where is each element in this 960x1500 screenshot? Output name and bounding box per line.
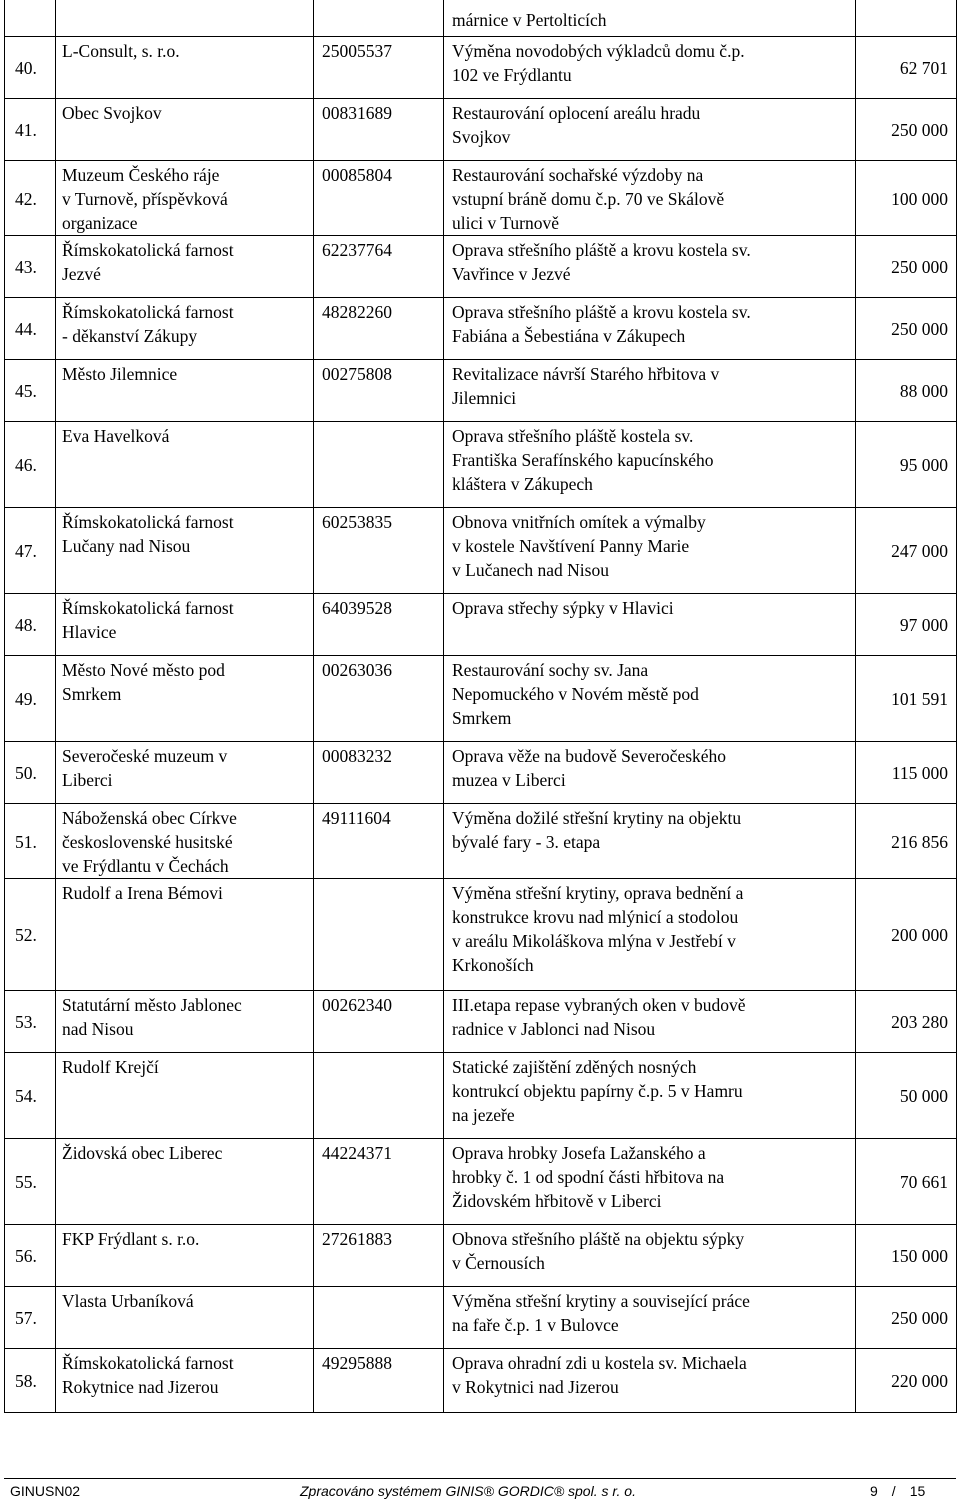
row-number-cell [5,990,56,1052]
row-number: 52. [15,925,37,945]
project-description: Oprava střechy sýpky v Hlavici [452,597,674,618]
applicant-name-cell [56,1348,314,1412]
applicant-name-cell [56,297,314,359]
row-number-cell [5,235,56,297]
applicant-name: Obec Svojkov [62,102,162,123]
ico-number: 00263036 [322,659,392,680]
project-description: Oprava střešního pláště kostela sv. Františka Serafínského kapucínského kláštera v Zákupech [452,425,714,494]
project-description: Výměna střešní krytiny a související práce na faře č.p. 1 v Bulovce [452,1290,750,1335]
ico-number-cell [314,1348,444,1412]
grant-amount-cell [856,1224,957,1286]
grant-amount: 62 701 [899,58,948,78]
grant-amount-cell [856,1052,957,1138]
project-description: Výměna novodobých výkladců domu č.p. 102 ve Frýdlantu [452,40,745,85]
table-row [5,1348,957,1412]
project-description: Oprava střešního pláště a krovu kostela sv. Vavřince v Jezvé [452,239,751,284]
grant-amount-cell [856,160,957,235]
row-number-cell [5,0,56,36]
ico-number: 00262340 [322,994,392,1015]
grant-amount: 95 000 [899,455,948,475]
project-description-cell [444,36,856,98]
ico-number-cell [314,741,444,803]
ico-number: 64039528 [322,597,392,618]
table-row [5,1138,957,1224]
grant-amount-cell [856,741,957,803]
ico-number: 49295888 [322,1352,392,1373]
row-number: 51. [15,831,37,852]
project-description: Statické zajištění zděných nosných kontrukcí objektu papírny č.p. 5 v Hamru na jezeře [452,1056,743,1125]
table-row [5,98,957,160]
table-row [5,359,957,421]
project-description: Obnova vnitřních omítek a výmalby v kostele Navštívení Panny Marie v Lučanech nad Nisou [452,511,706,580]
ico-number-cell [314,36,444,98]
grant-amount-cell [856,421,957,507]
project-description-cell [444,1348,856,1412]
project-description: Oprava věže na budově Severočeského muzea v Liberci [452,745,727,790]
project-description-cell [444,1224,856,1286]
applicant-name-cell [56,1052,314,1138]
row-number: 47. [15,541,37,561]
ico-number: 00085804 [322,164,392,185]
table-row [5,235,957,297]
table-row [5,1052,957,1138]
description-cell [444,0,856,36]
grant-amount: 150 000 [891,1246,948,1266]
row-number-cell [5,1052,56,1138]
applicant-name-cell [56,421,314,507]
grant-amount-cell [856,1286,957,1348]
project-description: Výměna střešní krytiny, oprava bednění a konstrukce krovu nad mlýnicí a stodolou v areálu Mikoláškova mlýna v Jestřebí v Krkonoších [452,882,744,975]
row-number-cell [5,297,56,359]
project-description-cell [444,1286,856,1348]
project-description-cell [444,98,856,160]
ico-number-cell [314,1224,444,1286]
grant-amount-cell [856,1138,957,1224]
grant-amount: 250 000 [891,1308,948,1328]
row-number-cell [5,1348,56,1412]
applicant-name-cell [56,235,314,297]
row-number-cell [5,803,56,878]
row-number-cell [5,507,56,593]
ico-number-cell [314,878,444,990]
applicant-name-cell [56,593,314,655]
applicant-name-cell [56,1286,314,1348]
table-row [5,36,957,98]
row-number: 40. [15,58,37,78]
project-description: Revitalizace návrší Starého hřbitova v Jilemnici [452,363,720,408]
project-description: Výměna dožilé střešní krytiny na objektu bývalé fary - 3. etapa [452,807,742,852]
applicant-name: Římskokatolická farnost Jezvé [62,239,234,284]
row-number: 54. [15,1086,37,1106]
applicant-name: Římskokatolická farnost - děkanství Zákupy [62,301,234,346]
ico-number-cell [314,803,444,878]
ico-number-cell [314,507,444,593]
row-number-cell [5,421,56,507]
project-description-cell [444,803,856,878]
applicant-cell [56,0,314,36]
applicant-name: Vlasta Urbaníková [62,1290,194,1311]
grant-amount-cell [856,297,957,359]
project-description-cell [444,507,856,593]
project-description: Obnova střešního pláště na objektu sýpky v Černousích [452,1228,745,1273]
table-row [5,1286,957,1348]
ico-number: 62237764 [322,239,392,260]
amount-cell [856,0,957,36]
footer-page-number: 9 [870,1483,878,1499]
project-description: III.etapa repase vybraných oken v budově radnice v Jablonci nad Nisou [452,994,746,1039]
project-description-cell [444,990,856,1052]
row-number-cell [5,359,56,421]
ico-number-cell [314,1052,444,1138]
row-number-cell [5,655,56,741]
row-number: 43. [15,257,37,277]
row-number: 53. [15,1012,37,1032]
row-number-cell [5,1286,56,1348]
project-description-cell [444,359,856,421]
ico-number-cell [314,1138,444,1224]
applicant-name-cell [56,741,314,803]
project-description: Oprava střešního pláště a krovu kostela sv. Fabiána a Šebestiána v Zákupech [452,301,751,346]
project-description-cell [444,235,856,297]
footer-code: GINUSN02 [10,1483,81,1499]
grant-amount: 200 000 [891,925,948,945]
row-number-cell [5,593,56,655]
ico-number-cell [314,593,444,655]
applicant-name-cell [56,1224,314,1286]
ico-number-cell [314,160,444,235]
row-number: 42. [15,188,37,209]
applicant-name: Římskokatolická farnost Hlavice [62,597,234,642]
row-number-cell [5,36,56,98]
project-description-cell [444,160,856,235]
ico-number: 44224371 [322,1142,392,1163]
grant-amount: 100 000 [891,188,948,209]
applicant-name: Statutární město Jablonec nad Nisou [62,994,242,1039]
ico-number: 27261883 [322,1228,392,1249]
project-description-cell [444,421,856,507]
ico-number: 00831689 [322,102,392,123]
ico-cell [314,0,444,36]
project-description-cell [444,1138,856,1224]
project-description: Oprava ohradní zdi u kostela sv. Michaela v Rokytnici nad Jizerou [452,1352,747,1397]
ico-number-cell [314,990,444,1052]
ico-number: 00083232 [322,745,392,766]
row-number: 45. [15,381,37,401]
grant-amount: 50 000 [899,1086,948,1106]
table-row [5,297,957,359]
table-row [5,1224,957,1286]
project-description-cell [444,1052,856,1138]
table-row [5,507,957,593]
grant-amount: 88 000 [899,381,948,401]
table-row [5,655,957,741]
grant-amount-cell [856,359,957,421]
table-row [5,803,957,878]
footer-page-indicator [870,1482,925,1500]
applicant-name: Muzeum Českého ráje v Turnově, příspěvková organizace [62,164,228,233]
ico-number: 48282260 [322,301,392,322]
table-row [5,990,957,1052]
table-row [5,741,957,803]
project-description-cell [444,655,856,741]
applicant-name: Město Jilemnice [62,363,178,384]
applicant-name-cell [56,36,314,98]
project-description: Restaurování sochařské výzdoby na vstupní bráně domu č.p. 70 ve Skálově ulici v Turnově [452,164,725,233]
row-number-cell [5,1138,56,1224]
table-row-continuation [5,0,957,36]
applicant-name: Město Nové město pod Smrkem [62,659,225,704]
footer-system-note: Zpracováno systémem GINIS® GORDIC® spol. s r. o. [300,1483,636,1499]
table-row [5,160,957,235]
grants-table [4,0,957,1413]
grant-amount: 250 000 [891,257,948,277]
applicant-name-cell [56,655,314,741]
row-number-cell [5,741,56,803]
row-number-cell [5,878,56,990]
applicant-name: Eva Havelková [62,425,170,446]
project-description: Oprava hrobky Josefa Lažanského a hrobky č. 1 od spodní části hřbitova na Židovském hřbitově v Liberci [452,1142,725,1211]
applicant-name-cell [56,98,314,160]
applicant-name: Rudolf a Irena Bémovi [62,882,223,903]
applicant-name: FKP Frýdlant s. r.o. [62,1228,200,1249]
table-row [5,421,957,507]
grant-amount-cell [856,36,957,98]
grant-amount: 203 280 [891,1012,948,1032]
grant-amount: 70 661 [899,1172,948,1192]
applicant-name-cell [56,803,314,878]
grant-amount: 97 000 [899,615,948,635]
ico-number-cell [314,98,444,160]
grant-amount-cell [856,803,957,878]
ico-number-cell [314,655,444,741]
grant-amount-cell [856,878,957,990]
row-number: 55. [15,1172,37,1192]
row-number: 58. [15,1371,37,1391]
applicant-name: Římskokatolická farnost Lučany nad Nisou [62,511,234,556]
ico-number: 25005537 [322,40,392,61]
grants-table-body [5,0,957,1412]
ico-number-cell [314,235,444,297]
table-row [5,593,957,655]
applicant-name: Náboženská obec Církve československé husitské ve Frýdlantu v Čechách [62,807,237,876]
row-number: 41. [15,120,37,140]
ico-number: 00275808 [322,363,392,384]
applicant-name: Židovská obec Liberec [62,1142,223,1163]
row-number-cell [5,160,56,235]
ico-number-cell [314,297,444,359]
applicant-name-cell [56,878,314,990]
applicant-name: Severočeské muzeum v Liberci [62,745,228,790]
row-number: 50. [15,763,37,783]
applicant-name: Rudolf Krejčí [62,1056,159,1077]
row-number: 57. [15,1308,37,1328]
footer-total-pages: 15 [909,1483,926,1499]
continuation-description: márnice v Pertolticích [452,10,607,30]
project-description: Restaurování sochy sv. Jana Nepomuckého v Novém městě pod Smrkem [452,659,699,728]
ico-number-cell [314,421,444,507]
ico-number: 49111604 [322,807,391,828]
grant-amount-cell [856,235,957,297]
applicant-name: Římskokatolická farnost Rokytnice nad Jizerou [62,1352,234,1397]
applicant-name-cell [56,990,314,1052]
grant-amount-cell [856,1348,957,1412]
applicant-name-cell [56,359,314,421]
page-footer [4,1478,956,1499]
project-description-cell [444,741,856,803]
ico-number-cell [314,1286,444,1348]
project-description-cell [444,297,856,359]
grant-amount-cell [856,593,957,655]
row-number: 46. [15,455,37,475]
table-row [5,878,957,990]
grant-amount: 216 856 [891,831,948,852]
project-description-cell [444,878,856,990]
grant-amount: 101 591 [891,689,948,709]
applicant-name-cell [56,507,314,593]
footer-page-separator: / [891,1483,896,1499]
applicant-name-cell [56,1138,314,1224]
grant-amount: 250 000 [891,319,948,339]
row-number-cell [5,98,56,160]
row-number: 44. [15,319,37,339]
row-number: 56. [15,1246,37,1266]
row-number: 49. [15,689,37,709]
row-number-cell [5,1224,56,1286]
grant-amount-cell [856,507,957,593]
grant-amount-cell [856,98,957,160]
row-number: 48. [15,615,37,635]
grant-amount: 220 000 [891,1371,948,1391]
ico-number: 60253835 [322,511,392,532]
grant-amount: 247 000 [891,541,948,561]
grant-amount: 115 000 [891,763,948,783]
applicant-name-cell [56,160,314,235]
ico-number-cell [314,359,444,421]
grant-amount-cell [856,990,957,1052]
project-description-cell [444,593,856,655]
project-description: Restaurování oplocení areálu hradu Svojkov [452,102,701,147]
grant-amount: 250 000 [891,120,948,140]
applicant-name: L-Consult, s. r.o. [62,40,180,61]
grant-amount-cell [856,655,957,741]
